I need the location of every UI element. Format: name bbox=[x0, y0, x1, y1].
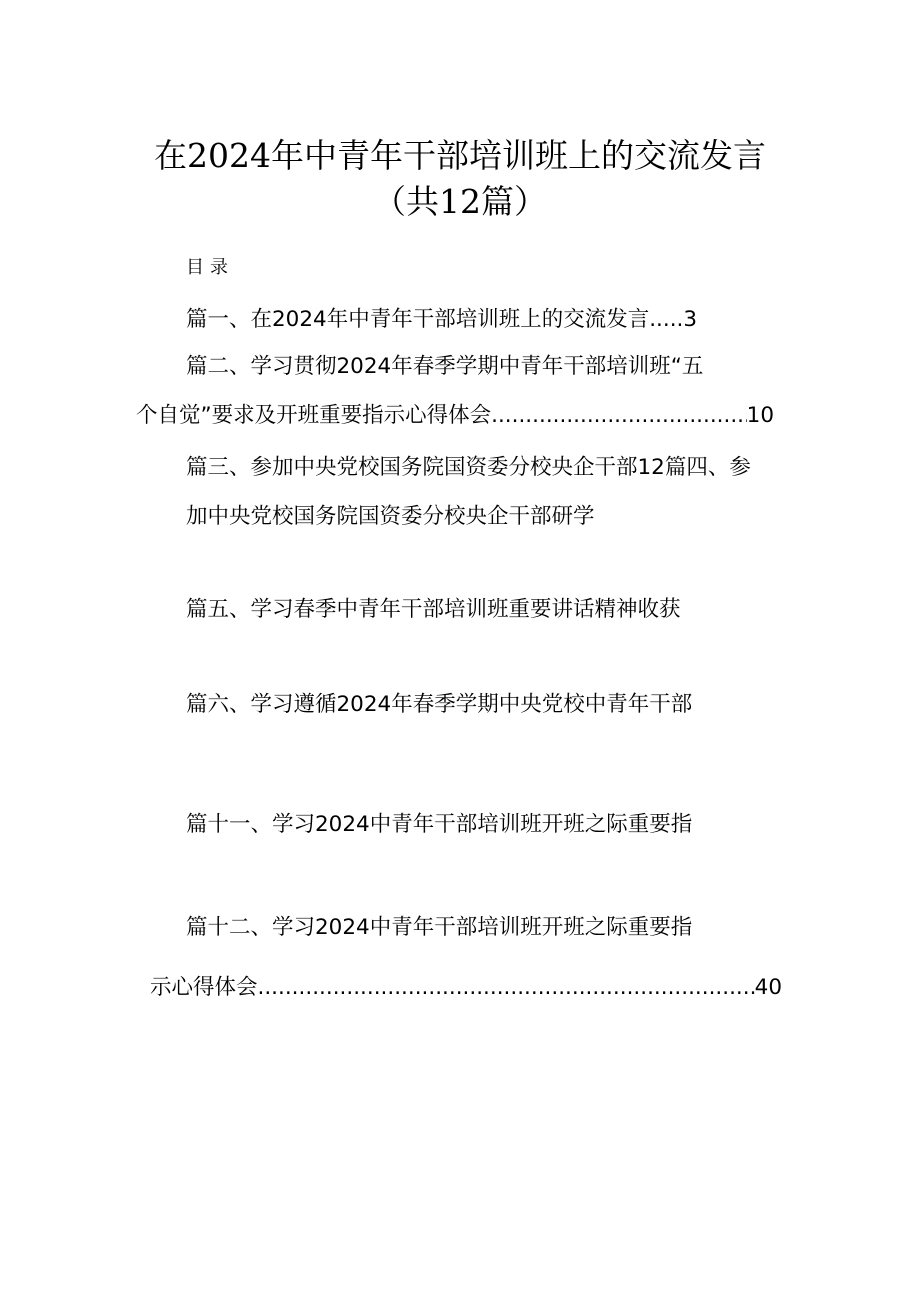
toc-entry-11[interactable]: 篇十一、学习2024中青年干部培训班开班之际重要指 bbox=[186, 812, 693, 837]
toc-entry-1-text: 篇一、在2024年中青年干部培训班上的交流发言 bbox=[186, 307, 650, 332]
toc-heading: 目录 bbox=[186, 257, 234, 278]
toc-entry-1[interactable] bbox=[186, 306, 697, 334]
toc-entry-12-page: 40 bbox=[754, 975, 782, 1000]
toc-entry-12-line-1[interactable]: 篇十二、学习2024中青年干部培训班开班之际重要指 bbox=[186, 915, 693, 940]
document-subtitle: （共12篇） bbox=[373, 182, 547, 221]
toc-entry-3-line-1[interactable]: 篇三、参加中央党校国务院国资委分校央企干部12篇四、参 bbox=[186, 455, 751, 480]
toc-entry-2-line-2[interactable] bbox=[136, 402, 774, 430]
toc-entry-2-page: 10 bbox=[746, 403, 774, 428]
toc-entry-12-text: 示心得体会 bbox=[150, 975, 258, 1000]
toc-entry-12-dots bbox=[258, 974, 755, 1002]
toc-entry-1-page: 3 bbox=[683, 307, 698, 332]
toc-entry-2-line-1[interactable]: 篇二、学习贯彻2024年春季学期中青年干部培训班“五 bbox=[186, 354, 704, 379]
toc-entry-1-dots: ..... bbox=[649, 307, 684, 332]
toc-entry-2-text: 个自觉”要求及开班重要指示心得体会 bbox=[136, 403, 492, 428]
toc-entry-12-line-2[interactable] bbox=[150, 974, 782, 1002]
toc-entry-3-line-2[interactable]: 加中央党校国务院国资委分校央企干部研学 bbox=[186, 504, 595, 529]
toc-entry-5[interactable]: 篇五、学习春季中青年干部培训班重要讲话精神收获 bbox=[186, 597, 681, 622]
toc-entry-6[interactable]: 篇六、学习遵循2024年春季学期中央党校中青年干部 bbox=[186, 692, 693, 717]
toc-entry-2-dots bbox=[491, 402, 747, 430]
document-title: 在2024年中青年干部培训班上的交流发言 bbox=[154, 136, 766, 175]
